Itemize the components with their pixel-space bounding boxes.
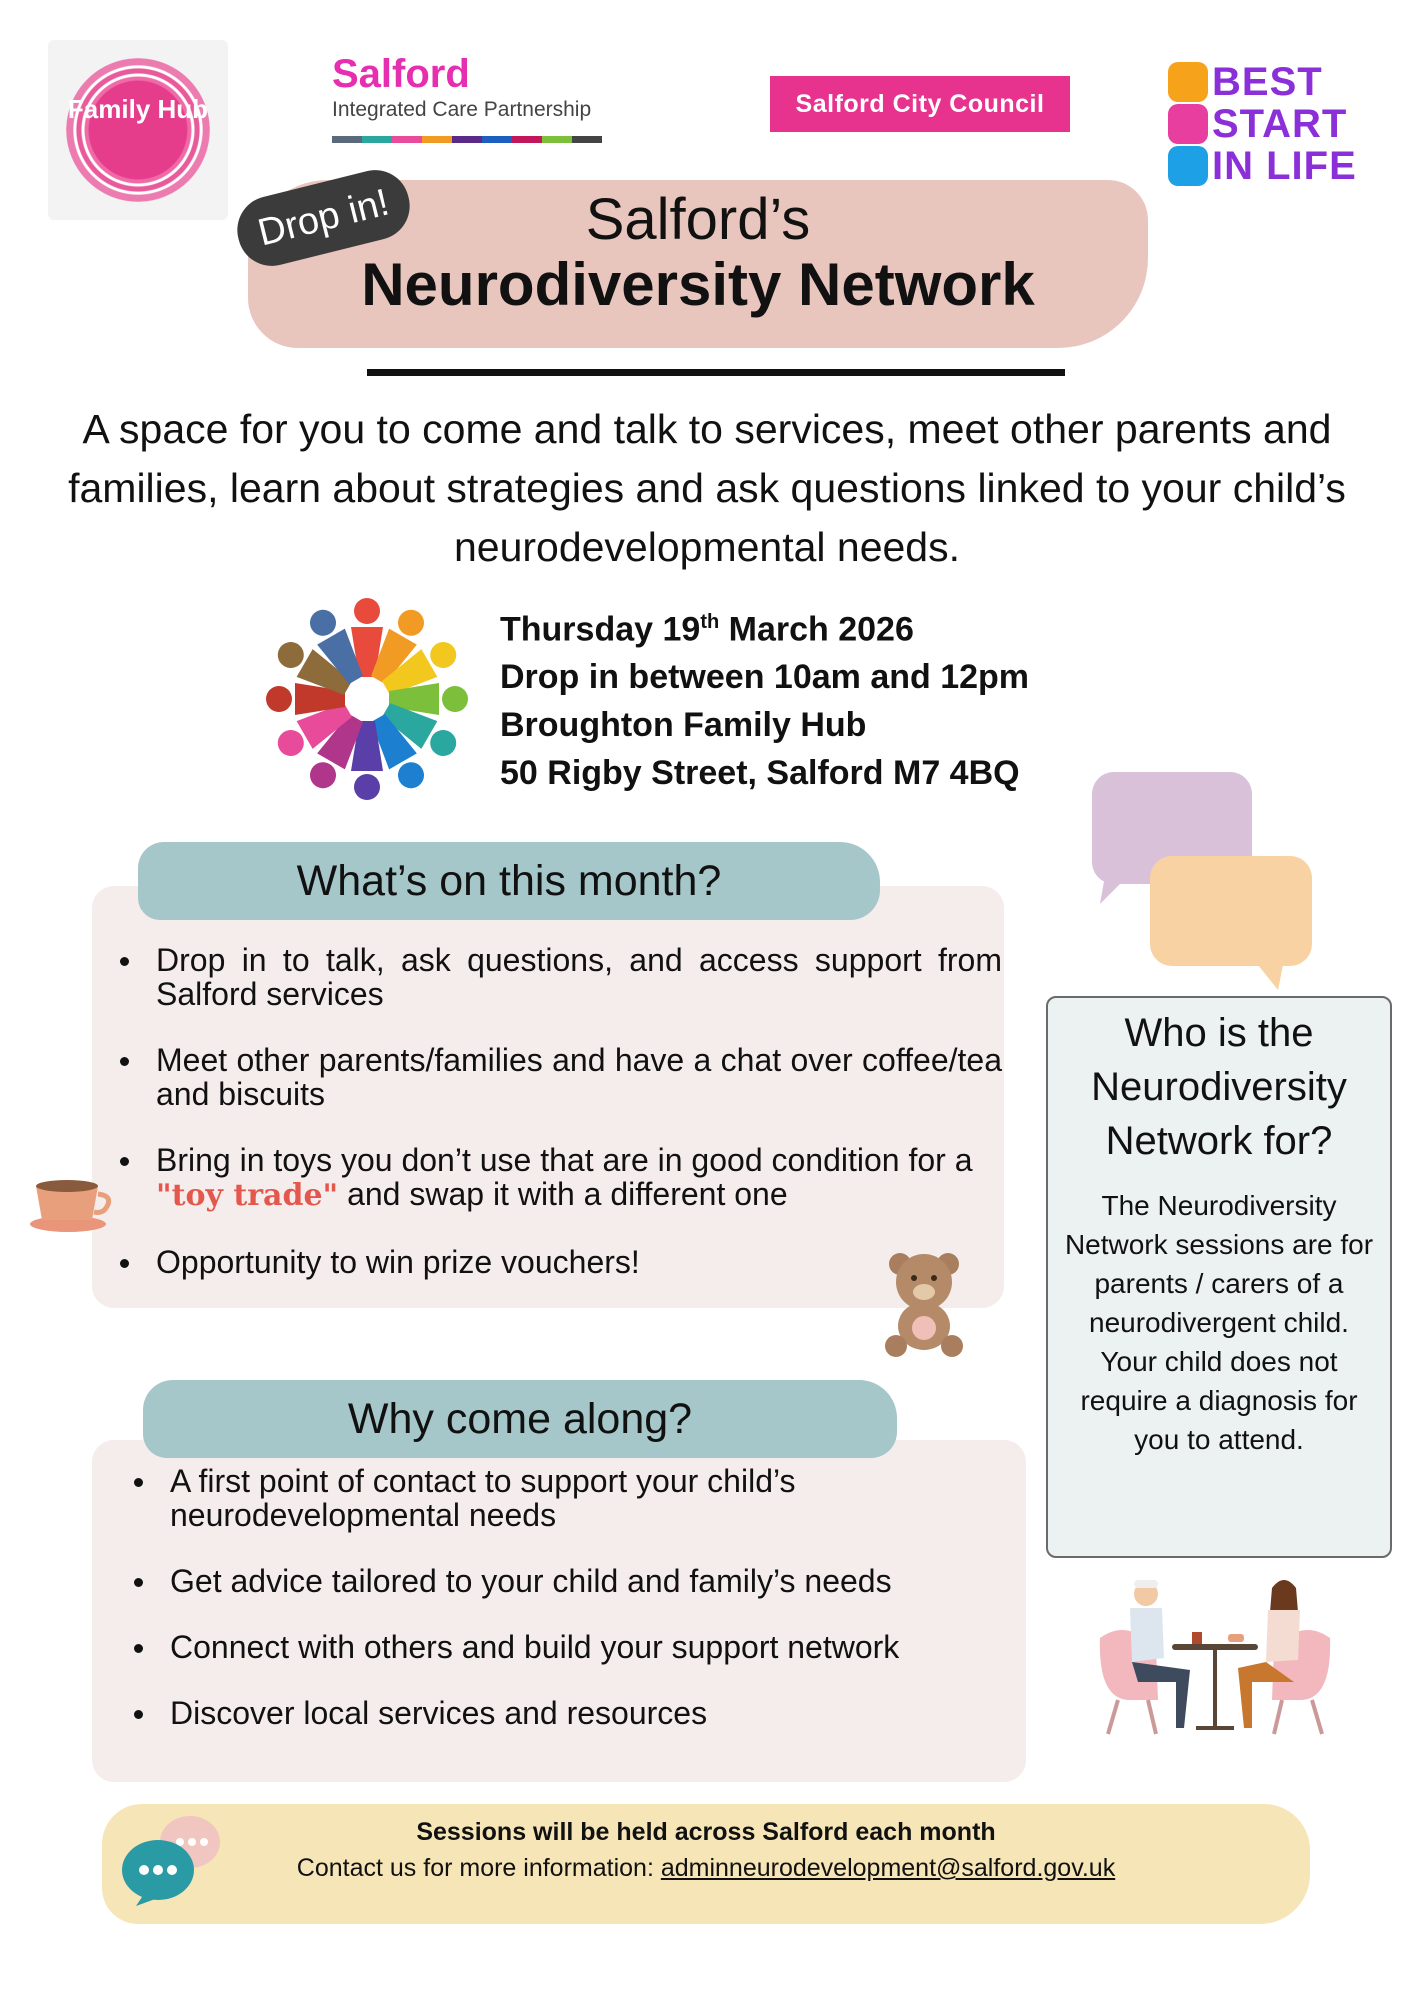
pink-square-icon <box>1168 104 1208 144</box>
whats-on-list <box>96 943 1002 1311</box>
intro-text: A space for you to come and talk to services, meet other parents and families, learn about strategies and ask questions linked to your child’s neurodevelopmental needs. <box>68 406 1346 570</box>
chat-icon <box>118 1806 228 1906</box>
best-start-word-2: START <box>1212 102 1348 146</box>
contact-email-link[interactable]: adminneurodevelopment@salford.gov.uk <box>660 1854 1116 1882</box>
blue-square-icon <box>1168 146 1208 186</box>
who-is-it-for-text: The Neurodiversity Network sessions are for parents / carers of a neurodivergent child. Your child does not require a diagnosis for you to attend. <box>1064 1190 1374 1455</box>
toy-trade-label: "toy trade" <box>156 1178 339 1213</box>
best-start-in-life-logo <box>1168 62 1368 192</box>
orange-square-icon <box>1168 62 1208 102</box>
salford-icp-colour-bar <box>332 136 602 143</box>
salford-icp-logo <box>332 52 632 152</box>
list-item: Meet other parents/families and have a chat over coffee/tea and biscuits <box>96 1043 1002 1111</box>
teddy-bear-icon <box>874 1248 974 1358</box>
drop-in-badge: Drop in! <box>230 163 417 273</box>
why-come-list <box>110 1464 1016 1762</box>
event-venue: Broughton Family Hub <box>500 706 867 745</box>
speech-bubble-tail-icon <box>1254 960 1284 990</box>
list-item: Get advice tailored to your child and family’s needs <box>110 1564 1016 1598</box>
best-start-word-3: IN LIFE <box>1212 144 1357 188</box>
salford-icp-title: Salford <box>332 52 470 96</box>
list-item: Drop in to talk, ask questions, and access support from Salford services <box>96 943 1002 1011</box>
event-address: 50 Rigby Street, Salford M7 4BQ <box>500 754 1020 793</box>
who-is-it-for-box <box>1046 996 1392 1558</box>
people-circle-illustration <box>252 594 482 804</box>
event-date: Thursday 19th March 2026 <box>500 610 914 649</box>
page-title: Neurodiversity Network <box>361 251 1035 318</box>
coffee-cup-icon <box>28 1168 114 1232</box>
whats-on-heading: What’s on this month? <box>138 842 880 920</box>
speech-bubble-tail-icon <box>1100 870 1140 904</box>
list-item: A first point of contact to support your child’s neurodevelopmental needs <box>110 1464 1016 1532</box>
salford-city-council-logo: Salford City Council <box>770 76 1070 132</box>
why-come-heading: Why come along? <box>143 1380 897 1458</box>
speech-bubble-icon <box>1150 856 1312 966</box>
family-hub-logo-text: Family Hub <box>67 94 209 124</box>
cafe-couple-illustration <box>1098 1578 1332 1736</box>
event-time: Drop in between 10am and 12pm <box>500 658 1030 697</box>
salford-icp-subtitle: Integrated Care Partnership <box>332 98 592 121</box>
list-item: Discover local services and resources <box>110 1696 1016 1730</box>
list-item: Opportunity to win prize vouchers! <box>96 1245 1002 1279</box>
footer-sessions-text: Sessions will be held across Salford each month <box>416 1818 996 1846</box>
event-details <box>500 598 1029 797</box>
title-divider <box>367 369 1065 376</box>
footer-banner <box>102 1804 1310 1924</box>
who-is-it-for-heading: Who is the Neurodiversity Network for? <box>1091 1011 1347 1163</box>
list-item: Bring in toys you don’t use that are in good condition for a "toy trade" and swap it with a different one <box>96 1143 1002 1213</box>
footer-contact-text: Contact us for more information: adminneurodevelopment@salford.gov.uk <box>296 1854 1116 1882</box>
family-hub-circle-icon <box>66 58 210 202</box>
title-line-1: Salford’s <box>585 187 811 252</box>
best-start-word-1: BEST <box>1212 60 1323 104</box>
list-item: Connect with others and build your support network <box>110 1630 1016 1664</box>
family-hub-logo <box>48 40 228 220</box>
